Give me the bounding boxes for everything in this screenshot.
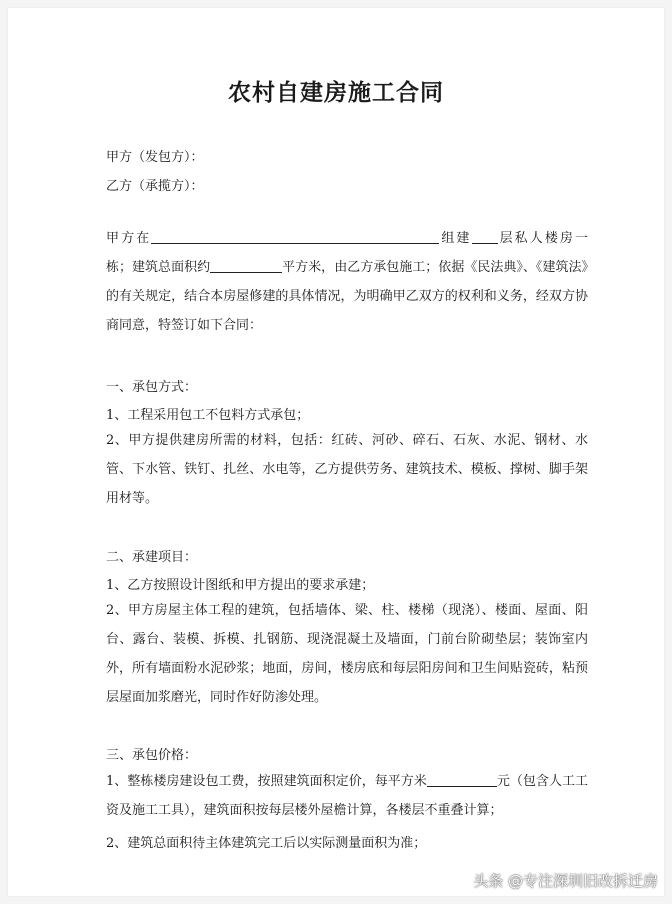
section-1-heading: 一、承包方式：: [106, 380, 198, 395]
section-3-item-1: [106, 767, 588, 825]
document-title: 农村自建房施工合同: [228, 79, 444, 106]
blank-floors: [472, 229, 498, 244]
section-2-heading: 二、承建项目：: [106, 550, 198, 565]
blank-location: [151, 229, 439, 244]
blank-area: [210, 258, 282, 273]
section-1-item-2: 2、甲方提供建房所需的材料，包括：红砖、河砂、碎石、石灰、水泥、钢材、水管、下水管、铁钉、扎丝、水电等，乙方提供劳务、建筑技术、模板、撑树、脚手架用材等。: [106, 433, 588, 506]
section-1-item-1: 1、工程采用包工不包料方式承包；: [106, 408, 310, 423]
intro-text-3: 层私人楼房一栋；建筑总面积约: [106, 231, 588, 275]
intro-text-4: 平方米，由乙方承包施工；依据《民法典》、《建筑法》的有关规定，结合本房屋修建的具体情况，为明确甲乙双方的权利和义务，经双方协商同意，特签订如下合同：: [106, 260, 588, 333]
section-3-item-2: 2、建筑总面积待主体建筑完工后以实际测量面积为准；: [106, 836, 427, 851]
watermark: 头条 @专注深圳旧改拆迁房: [473, 872, 658, 890]
intro-text-2: 组建: [439, 231, 472, 246]
blank-price: [427, 772, 497, 787]
intro-text-1: 甲方在: [106, 231, 152, 246]
section-3-item-1-text-b: 元（包含人工工资及施工工具），建筑面积按每层楼外屋檐计算，各楼层不重叠计算；: [106, 774, 588, 818]
party-b-label: 乙方（承揽方）：: [106, 179, 204, 194]
intro-paragraph: [106, 224, 588, 340]
section-3-heading: 三、承包价格：: [106, 748, 198, 763]
section-2-item-1: 1、乙方按照设计图纸和甲方提出的要求承建；: [106, 578, 375, 593]
party-a-label: 甲方（发包方）：: [106, 150, 204, 165]
section-3-item-1-text-a: 1、整栋楼房建设包工费，按照建筑面积定价，每平方米: [106, 774, 427, 789]
section-2-item-2: 2、甲方房屋主体工程的建筑，包括墙体、梁、柱、楼梯（现浇）、楼面、屋面、阳台、露台、装模、拆模、扎钢筋、现浇混凝土及墙面，门前台阶砌垫层；装饰室内外，所有墙面粉水泥砂浆；地面，房间，楼房底和每层阳房间和卫生间贴瓷砖，粘预层屋面加浆磨光，同时作好防渗处理。: [106, 603, 588, 705]
